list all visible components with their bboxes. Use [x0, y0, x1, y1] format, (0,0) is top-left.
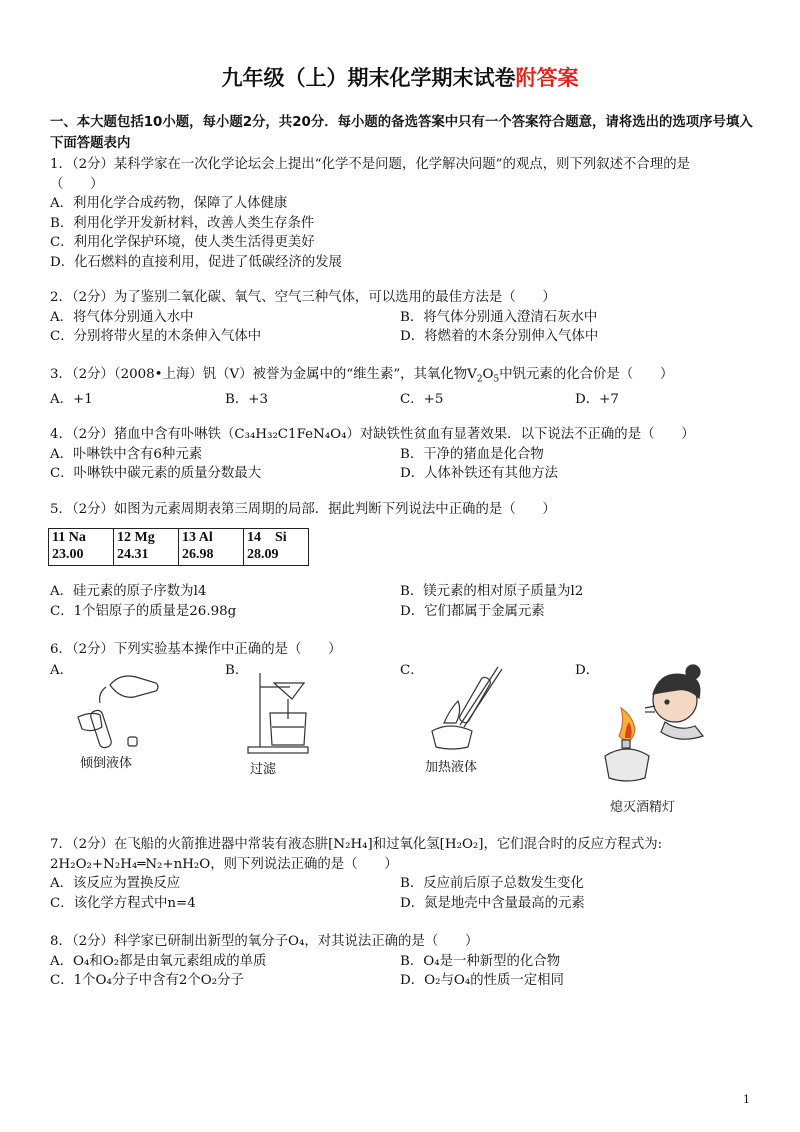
q3-stem-post: 中钒元素的化合价是（ ）: [499, 367, 674, 382]
alcohol-lamp-shape: [605, 749, 649, 781]
question-3: [50, 365, 770, 410]
q8-option-a: A．O₄和O₂都是由氧元素组成的单质: [50, 953, 267, 969]
element-cell-al: [179, 529, 244, 566]
caption-heating: 加热液体: [425, 760, 478, 775]
q3-stem: [50, 365, 770, 390]
question-5: [50, 500, 770, 520]
q8-stem: 8．（2分）科学家已研制出新型的氧分子O₄，对其说法正确的是（ ）: [50, 934, 479, 949]
q1-paren: （ ）: [50, 176, 104, 192]
q6-stem: 6．（2分）下列实验基本操作中正确的是（ ）: [50, 642, 342, 657]
element-cell-si: [244, 529, 309, 566]
title-main: 九年级（上）期末化学期末试卷: [221, 66, 516, 90]
q3-sub2: 5: [493, 374, 500, 385]
element-mass: 28.09: [247, 547, 279, 562]
q5-option-b: B．镁元素的相对原子质量为l2: [400, 584, 584, 599]
caption-pouring: 倾倒液体: [80, 756, 133, 771]
q8-option-c: C．1个O₄分子中含有2个O₂分子: [50, 973, 244, 988]
q6-label-d: D．: [575, 663, 600, 678]
test-tube-shape: [89, 709, 112, 749]
q5-option-a: A．硅元素的原子序数为l4: [50, 584, 207, 599]
question-8: [50, 932, 770, 991]
filtration-figure: [240, 665, 330, 757]
q7-equation: 2H₂O₂+N₂H₄═N₂+nH₂O，则下列说法正确的是（ ）: [50, 856, 398, 872]
q3-stem-mid: O: [482, 367, 494, 382]
page-title: [0, 62, 800, 92]
element-cell-mg: [114, 529, 179, 566]
element-symbol: 14 Si: [247, 530, 287, 545]
flame-shape: [444, 701, 460, 723]
q4-option-a: A．卟啉铁中含有6种元素: [50, 446, 203, 462]
funnel-shape: [274, 683, 304, 699]
q3-stem-pre: 3．（2分）（2008•上海）钒（V）被誉为金属中的“维生素”，其氧化物V: [50, 367, 477, 382]
q1-option-d: D．化石燃料的直接利用，促进了低碳经济的发展: [50, 254, 342, 270]
q7-option-c: C．该化学方程式中n=4: [50, 895, 196, 911]
alcohol-lamp-shape: [432, 726, 472, 749]
q2-option-a: A．将气体分别通入水中: [50, 309, 194, 325]
section-heading: 一、本大题包括10小题，每小题2分，共20分．每小题的备选答案中只有一个答案符合题意，请将选出的选项序号填入下面答题表内: [50, 115, 753, 151]
element-symbol: 11 Na: [52, 530, 86, 545]
q3-option-a: A．+1: [50, 392, 93, 408]
page-number: 1: [743, 1093, 750, 1106]
q1-stem: 1．（2分）某科学家在一次化学论坛会上提出“化学不是问题，化学解决问题”的观点，则下列叙述不合理的是: [50, 157, 690, 172]
question-4: [50, 425, 770, 484]
q2-option-d: D．将燃着的木条分别伸入气体中: [400, 329, 599, 344]
title-red: 附答案: [515, 66, 579, 90]
q2-stem: 2．（2分）为了鉴别二氧化碳、氧气、空气三种气体，可以选用的最佳方法是（ ）: [50, 290, 556, 305]
caption-extinguish: 熄灭酒精灯: [610, 800, 676, 815]
q4-option-b: B．干净的猪血是化合物: [400, 446, 544, 462]
q7-stem: 7．（2分）在飞船的火箭推进器中常装有液态肼[N₂H₄]和过氧化氢[H₂O₂]，它们混合时的反应方程式为:: [50, 837, 663, 852]
pouring-liquid-figure: [70, 665, 170, 755]
q6-label-a: A．: [50, 663, 74, 678]
q3-option-d: D．+7: [575, 392, 619, 408]
q5-stem: 5．（2分）如图为元素周期表第三周期的局部．据此判断下列说法中正确的是（ ）: [50, 502, 556, 517]
element-symbol: 13 Al: [182, 530, 213, 545]
q6-label-c: C．: [400, 663, 424, 678]
element-mass: 23.00: [52, 547, 84, 562]
q8-option-b: B．O₄是一种新型的化合物: [400, 953, 561, 969]
q2-option-c: C．分别将带火星的木条伸入气体中: [50, 329, 262, 344]
reagent-bottle-shape: [110, 676, 158, 697]
q3-sub1: 2: [476, 374, 483, 385]
q7-option-b: B．反应前后原子总数发生变化: [400, 876, 584, 891]
q5-option-c: C．1个铝原子的质量是26.98g: [50, 603, 237, 619]
q3-option-b: B．+3: [225, 392, 268, 408]
q1-option-a: A．利用化学合成药物，保障了人体健康: [50, 196, 288, 211]
caption-filtration: 过滤: [250, 762, 277, 777]
q4-option-d: D．人体补铁还有其他方法: [400, 466, 559, 481]
question-5-options: [50, 582, 770, 621]
q4-option-c: C．卟啉铁中碳元素的质量分数最大: [50, 466, 262, 481]
q6-label-b: B．: [225, 663, 249, 678]
element-mass: 26.98: [182, 547, 214, 562]
q7-option-a: A．该反应为置换反应: [50, 876, 181, 891]
q1-option-b: B．利用化学开发新材料，改善人类生存条件: [50, 215, 315, 231]
heating-liquid-figure: [420, 665, 530, 755]
q5-option-d: D．它们都属于金属元素: [400, 603, 545, 619]
periodic-table-fragment: [48, 528, 309, 566]
element-mass: 24.31: [117, 547, 149, 562]
q7-option-d: D．氮是地壳中含量最高的元素: [400, 895, 585, 911]
question-7: [50, 835, 770, 913]
q1-option-c: C．利用化学保护环境，使人类生活得更美好: [50, 235, 315, 250]
question-1: [50, 155, 770, 272]
question-2: [50, 288, 770, 347]
q3-option-c: C．+5: [400, 392, 444, 408]
q4-stem: 4．（2分）猪血中含有卟啉铁（C₃₄H₃₂C1FeN₄O₄）对缺铁性贫血有显著效果．以下说法不正确的是（ ）: [50, 427, 695, 442]
element-symbol: 12 Mg: [117, 530, 155, 545]
q8-option-d: D．O₂与O₄的性质一定相同: [400, 973, 564, 988]
extinguish-lamp-figure: [595, 660, 730, 795]
question-6: [50, 640, 770, 660]
element-cell-na: [49, 529, 114, 566]
q2-option-b: B．将气体分别通入澄清石灰水中: [400, 309, 598, 325]
